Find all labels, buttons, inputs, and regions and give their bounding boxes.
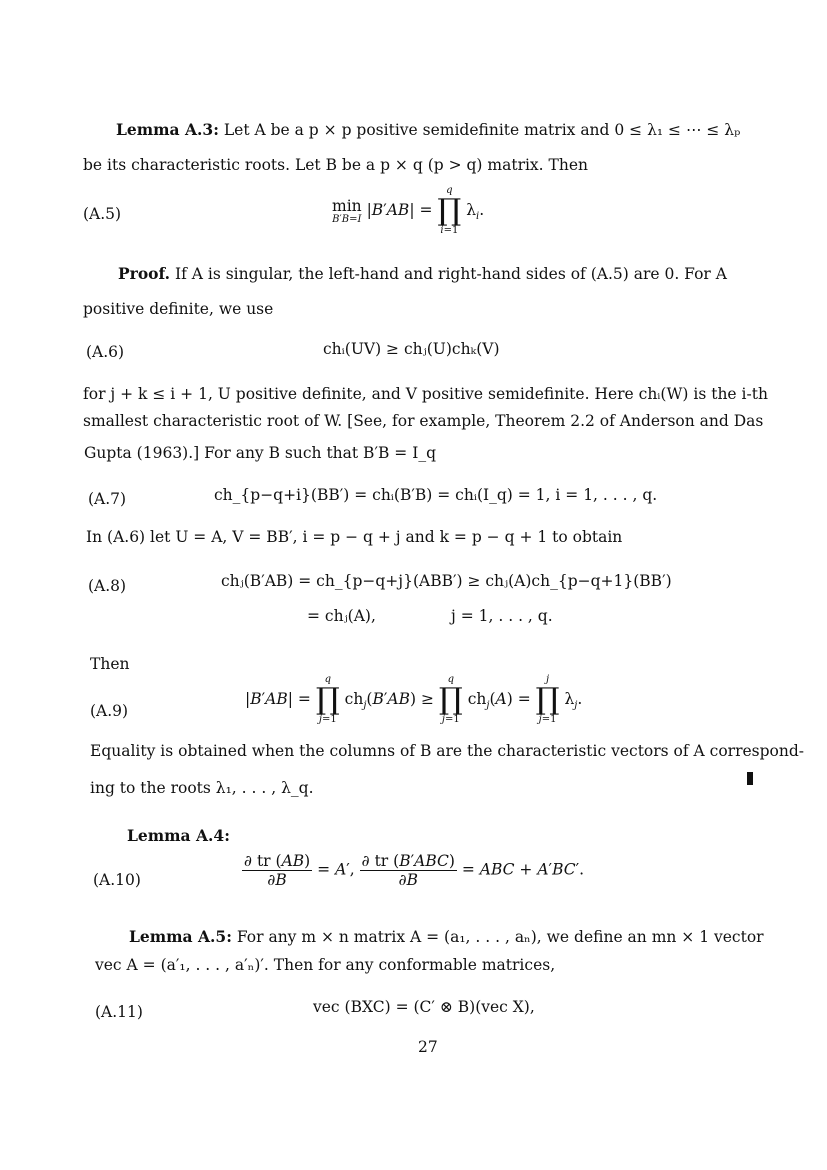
lemma-a3-line1 [116, 120, 740, 139]
proof-heading: Proof. [118, 264, 171, 283]
eq-a8-line1: chⱼ(B′AB) = ch_{p−q+j}(ABB′) ≥ chⱼ(A)ch_{p−q+1}(BB′) [221, 572, 672, 590]
lemma-a3-text1: Let A be a p × p positive semidefinite matrix and 0 ≤ λ₁ ≤ ⋯ ≤ λₚ [223, 121, 741, 139]
lemma-a3-line2: be its characteristic roots. Let B be a p × q (p > q) matrix. Then [83, 156, 589, 174]
proof-text1: If A is singular, the left-hand and right-hand sides of (A.5) are 0. For A [174, 265, 727, 283]
lemma-a4-heading: Lemma A.4: [127, 826, 230, 845]
proof-line8: Equality is obtained when the columns of B are the characteristic vectors of A correspond- [90, 742, 805, 760]
product-symbol: q ∏ j=1 [315, 674, 340, 725]
lemma-a5-line2: vec A = (a′₁, . . . , a′ₙ)′. Then for any conformable matrices, [95, 956, 556, 974]
eq-a10-label: (A.10) [93, 871, 141, 889]
eq-a7: ch_{p−q+i}(BB′) = chᵢ(B′B) = chᵢ(I_q) = 1, i = 1, . . . , q. [214, 486, 658, 504]
fraction-1: $\frac{\partial tr (AB)}{\partial B}$ [244, 852, 311, 889]
eq-a11: vec (BXC) = (C′ ⊗ B)(vec X), [313, 998, 535, 1016]
eq-a11-label: (A.11) [95, 1003, 143, 1021]
eq-a6-label: (A.6) [86, 343, 125, 361]
lemma-a5-heading: Lemma A.5: [129, 927, 232, 946]
eq-a9-label: (A.9) [90, 702, 129, 720]
fraction-2: $\frac{\text{∂ tr (B′ABC)}}{\partial B}$ [361, 852, 455, 889]
proof-line1 [118, 264, 727, 283]
lemma-a3-heading: Lemma A.3: [116, 120, 219, 139]
lemma-a5-text1: For any m × n matrix A = (a₁, . . . , aₙ), we define an mn × 1 vector [236, 928, 764, 946]
product-symbol: q ∏ i=1 [437, 185, 462, 236]
eq-a8-label: (A.8) [88, 577, 127, 595]
proof-line2: positive definite, we use [83, 300, 274, 318]
product-symbol: q ∏ j=1 [438, 674, 463, 725]
proof-line9: ing to the roots λ₁, . . . , λ_q. [90, 779, 314, 797]
proof-line6: In (A.6) let U = A, V = BB′, i = p − q + j and k = p − q + 1 to obtain [86, 528, 623, 546]
proof-line5: Gupta (1963).] For any B such that B′B = I_q [84, 444, 436, 462]
eq-a5-label: (A.5) [83, 205, 122, 223]
proof-line4: smallest characteristic root of W. [See, for example, Theorem 2.2 of Anderson and Das [83, 412, 764, 430]
eq-a10: $\frac{\partial tr (AB)}{\partial B}$ = A′, $\frac{\text{∂ tr (B′ABC)}}{\partial B}$ = ABC + A′BC′. [244, 852, 585, 889]
eq-a5: min B′B=I |B′AB| = q ∏ i=1 $\lambda_i$. [332, 185, 485, 236]
eq-a8-line2: = chⱼ(A), [307, 607, 376, 625]
proof-line3: for j + k ≤ i + 1, U positive definite, and V positive semidefinite. Here chᵢ(W) is the i-th [83, 385, 768, 403]
product-symbol: j ∏ j=1 [535, 674, 560, 725]
qed-mark [747, 772, 753, 785]
eq-a8-line2-range: j = 1, . . . , q. [451, 607, 553, 625]
eq-a9: |B′AB| = q ∏ j=1 $ch_j(B'AB)$ ≥ q ∏ j=1 $ch_j(A)$ = j ∏ j=1 $\lambda_j$. [245, 674, 583, 725]
min-operator: min B′B=I [332, 197, 362, 225]
eq-a7-label: (A.7) [88, 490, 127, 508]
lemma-a5-line1 [129, 927, 764, 946]
proof-line7: Then [90, 655, 130, 673]
page-number: 27 [418, 1038, 438, 1056]
eq-a6: chᵢ(UV) ≥ chⱼ(U)chₖ(V) [323, 340, 500, 358]
